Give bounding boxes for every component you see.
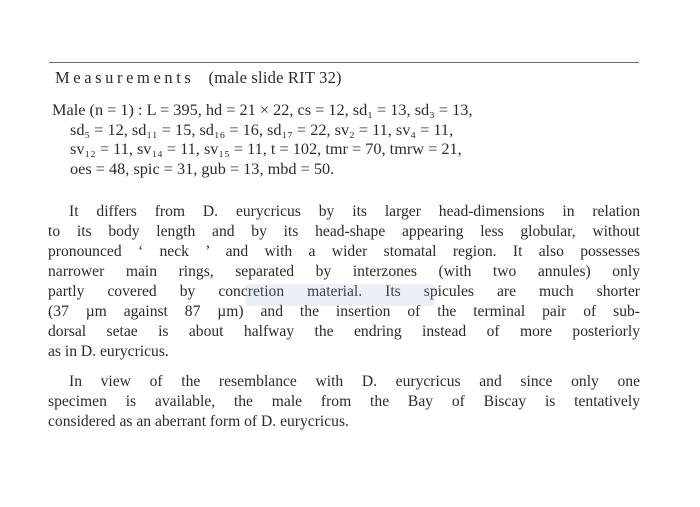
paragraph-conclusion <box>48 372 640 432</box>
paragraph-line: dorsal setae is about halfway the endring instead of more posteriorly <box>48 323 640 340</box>
measurement-line: Male (n = 1) : L = 395, hd = 21 × 22, cs = 12, sd₁ = 13, sd₃ = 13, <box>52 100 473 119</box>
measurements-block <box>52 100 642 178</box>
paragraph-line: In view of the resemblance with D. eurycricus and since only one <box>69 373 640 390</box>
measurement-line: oes = 48, spic = 31, gub = 13, mbd = 50. <box>70 158 335 178</box>
section-heading <box>55 68 342 88</box>
measurement-line: sd₅ = 12, sd₁₁ = 15, sd₁₆ = 16, sd₁₇ = 22, sv₂ = 11, sv₄ = 11, <box>70 119 454 139</box>
paragraph-line: considered as an aberrant form of D. eurycricus. <box>48 413 349 430</box>
paragraph-line: to its body length and by its head-shape appearing less globular, without <box>48 223 640 240</box>
measurement-line: sv₁₂ = 11, sv₁₄ = 11, sv₁₅ = 11, t = 102, tmr = 70, tmrw = 21, <box>70 139 462 158</box>
paragraph-line: pronounced ‘ neck ’ and with a wider stomatal region. It also possesses <box>48 243 640 260</box>
heading-word: Measurements <box>55 68 195 87</box>
paragraph-line: It differs from D. eurycricus by its larger head-dimensions in relation <box>69 203 640 220</box>
paragraph-line: (37 µm against 87 µm) and the insertion of the terminal pair of sub- <box>48 303 640 320</box>
watermark <box>245 284 435 306</box>
heading-subtitle: (male slide RIT 32) <box>208 68 342 87</box>
paragraph-line: specimen is available, the male from the Bay of Biscay is tentatively <box>48 393 640 410</box>
top-rule <box>49 62 639 63</box>
paragraph-line: as in D. eurycricus. <box>48 343 169 360</box>
paragraph-line: narrower main rings, separated by interzones (with two annules) only <box>48 263 640 280</box>
paragraph-line: partly covered by concretion material. Its spicules are much shorter <box>48 283 640 300</box>
paragraph-differences <box>48 202 640 362</box>
